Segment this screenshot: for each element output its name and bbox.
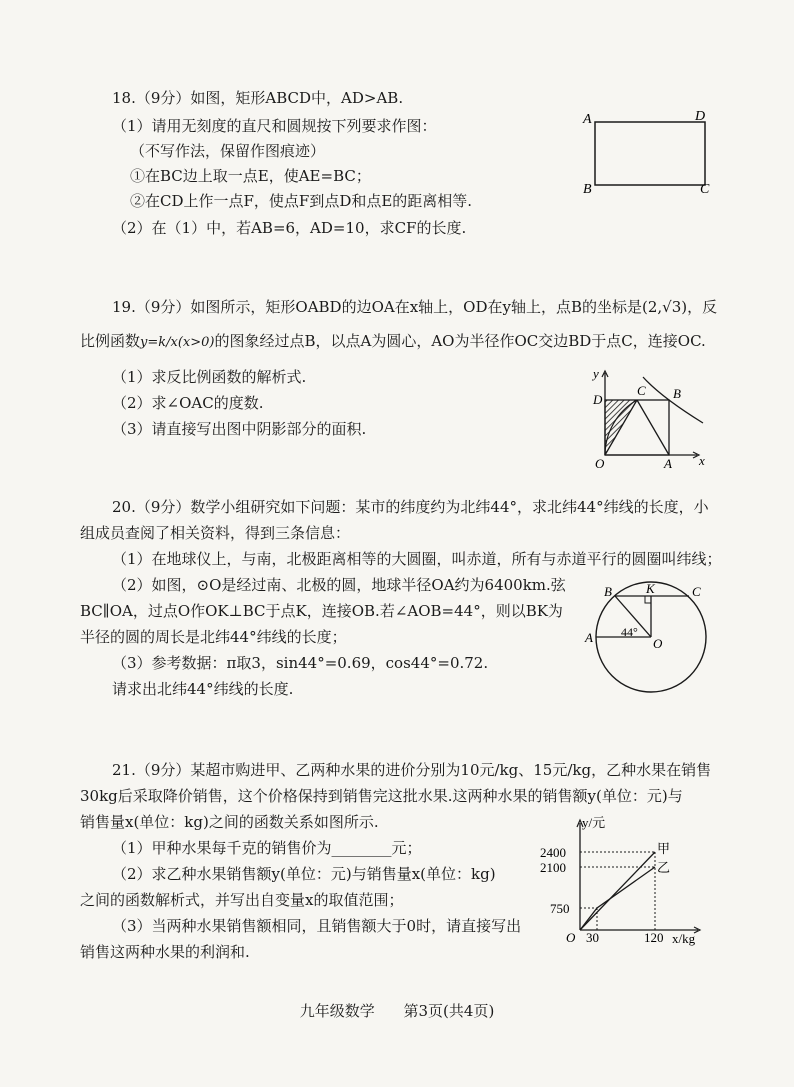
- q20-line-7: （3）参考数据：π取3，sin44°=0.69，cos44°=0.72.: [112, 654, 489, 672]
- q20-line-3: （1）在地球仪上，与南，北极距离相等的大圆圈，叫赤道，所有与赤道平行的圆圈叫纬线；: [112, 550, 722, 568]
- q21-series-jia: 甲: [657, 841, 671, 856]
- q21-tick-30: 30: [586, 930, 599, 945]
- q20-label-b: B: [604, 584, 612, 599]
- q19-line-2: [80, 331, 706, 353]
- q19-label-c: C: [637, 383, 646, 398]
- q19-line-4: （2）求∠OAC的度数.: [112, 394, 264, 412]
- q18-label-a: A: [583, 112, 592, 127]
- q19-line-2a: 比例函数: [80, 332, 141, 350]
- q19-line-3: （1）求反比例函数的解析式.: [112, 368, 307, 386]
- q20-line-5: BC∥OA，过点O作OK⊥BC于点K，连接OB.若∠AOB=44°，则以BK为: [80, 602, 563, 620]
- q21-line-4: （1）甲种水果每千克的销售价为________元；: [112, 839, 422, 857]
- q18-label-b: B: [583, 182, 592, 197]
- q21-line-6: 之间的函数解析式，并写出自变量x的取值范围；: [80, 891, 404, 909]
- q20-angle-label: 44°: [621, 625, 638, 639]
- q18-label-c: C: [700, 182, 710, 197]
- q21-line-8: 销售这两种水果的利润和.: [80, 943, 250, 961]
- q21-tick-750: 750: [550, 901, 570, 916]
- q18-line-1: 18.（9分）如图，矩形ABCD中，AD>AB.: [112, 89, 404, 107]
- q20-label-o: O: [653, 636, 663, 651]
- q18-line-6: （2）在（1）中，若AB=6，AD=10，求CF的长度.: [112, 219, 467, 237]
- q18-line-3: （不写作法，保留作图痕迹）: [130, 142, 326, 160]
- q18-line-5: ②在CD上作一点F，使点F到点D和点E的距离相等.: [130, 192, 473, 210]
- q19-formula: y=k/x(x>0): [140, 335, 215, 350]
- q20-label-c: C: [692, 584, 701, 599]
- q21-line-7: （3）当两种水果销售额相同，且销售额大于0时，请直接写出: [112, 917, 522, 935]
- q20-line-1: 20.（9分）数学小组研究如下问题：某市的纬度约为北纬44°，求北纬44°纬线的长度，小: [112, 498, 709, 516]
- q21-origin-label: O: [566, 930, 576, 945]
- q19-line-1: 19.（9分）如图所示，矩形OABD的边OA在x轴上，OD在y轴上，点B的坐标是(2,√3)，反: [112, 298, 718, 316]
- q21-y-axis-label: y/元: [582, 815, 606, 830]
- q20-line-8: 请求出北纬44°纬线的长度.: [112, 680, 294, 698]
- q20-line-4: （2）如图，⊙O是经过南、北极的圆，地球半径OA约为6400km.弦: [112, 576, 566, 594]
- q19-label-o: O: [595, 456, 605, 471]
- q18-label-d: D: [695, 109, 706, 124]
- q21-series-yi: 乙: [657, 860, 671, 875]
- q21-tick-120: 120: [644, 930, 664, 945]
- q20-line-2: 组成员查阅了相关资料，得到三条信息：: [80, 524, 351, 542]
- q19-label-a: A: [664, 456, 672, 471]
- q20-label-k: K: [646, 581, 655, 596]
- q21-line-3: 销售量x(单位：kg)之间的函数关系如图所示.: [80, 813, 379, 831]
- q19-label-x: x: [699, 453, 705, 468]
- q21-sales-graph: [540, 815, 710, 945]
- q21-line-2: 30kg后采取降价销售，这个价格保持到销售完这批水果.这两种水果的销售额y(单位：元)与: [80, 787, 683, 805]
- q19-label-b: B: [673, 386, 681, 401]
- q19-line-2b: 的图象经过点B，以点A为圆心，AO为半径作OC交边BD于点C，连接OC.: [214, 332, 706, 350]
- page-footer: [0, 1000, 794, 1021]
- q20-line-6: 半径的圆的周长是北纬44°纬线的长度；: [80, 628, 347, 646]
- q19-hyperbola-figure: [585, 365, 715, 475]
- q18-rectangle-figure: [580, 105, 720, 200]
- q20-label-a: A: [585, 630, 593, 645]
- q19-line-5: （3）请直接写出图中阴影部分的面积.: [112, 420, 367, 438]
- q18-line-2: （1）请用无刻度的直尺和圆规按下列要求作图：: [112, 117, 437, 135]
- q21-line-5: （2）求乙种水果销售额y(单位：元)与销售量x(单位：kg): [112, 865, 496, 883]
- q21-tick-2400: 2400: [540, 845, 566, 860]
- q21-tick-2100: 2100: [540, 860, 566, 875]
- q19-label-d: D: [593, 392, 603, 407]
- footer-page-number: 第3页(共4页): [403, 1002, 495, 1020]
- q18-line-4: ①在BC边上取一点E，使AE=BC；: [130, 167, 371, 185]
- q21-line-1: 21.（9分）某超市购进甲、乙两种水果的进价分别为10元/kg、15元/kg，乙种水果在销售: [112, 761, 712, 779]
- q19-label-y: y: [593, 366, 599, 381]
- q21-x-axis-label: x/kg: [672, 931, 696, 946]
- q20-circle-figure: [585, 582, 715, 722]
- footer-subject: 九年级数学: [299, 1002, 375, 1020]
